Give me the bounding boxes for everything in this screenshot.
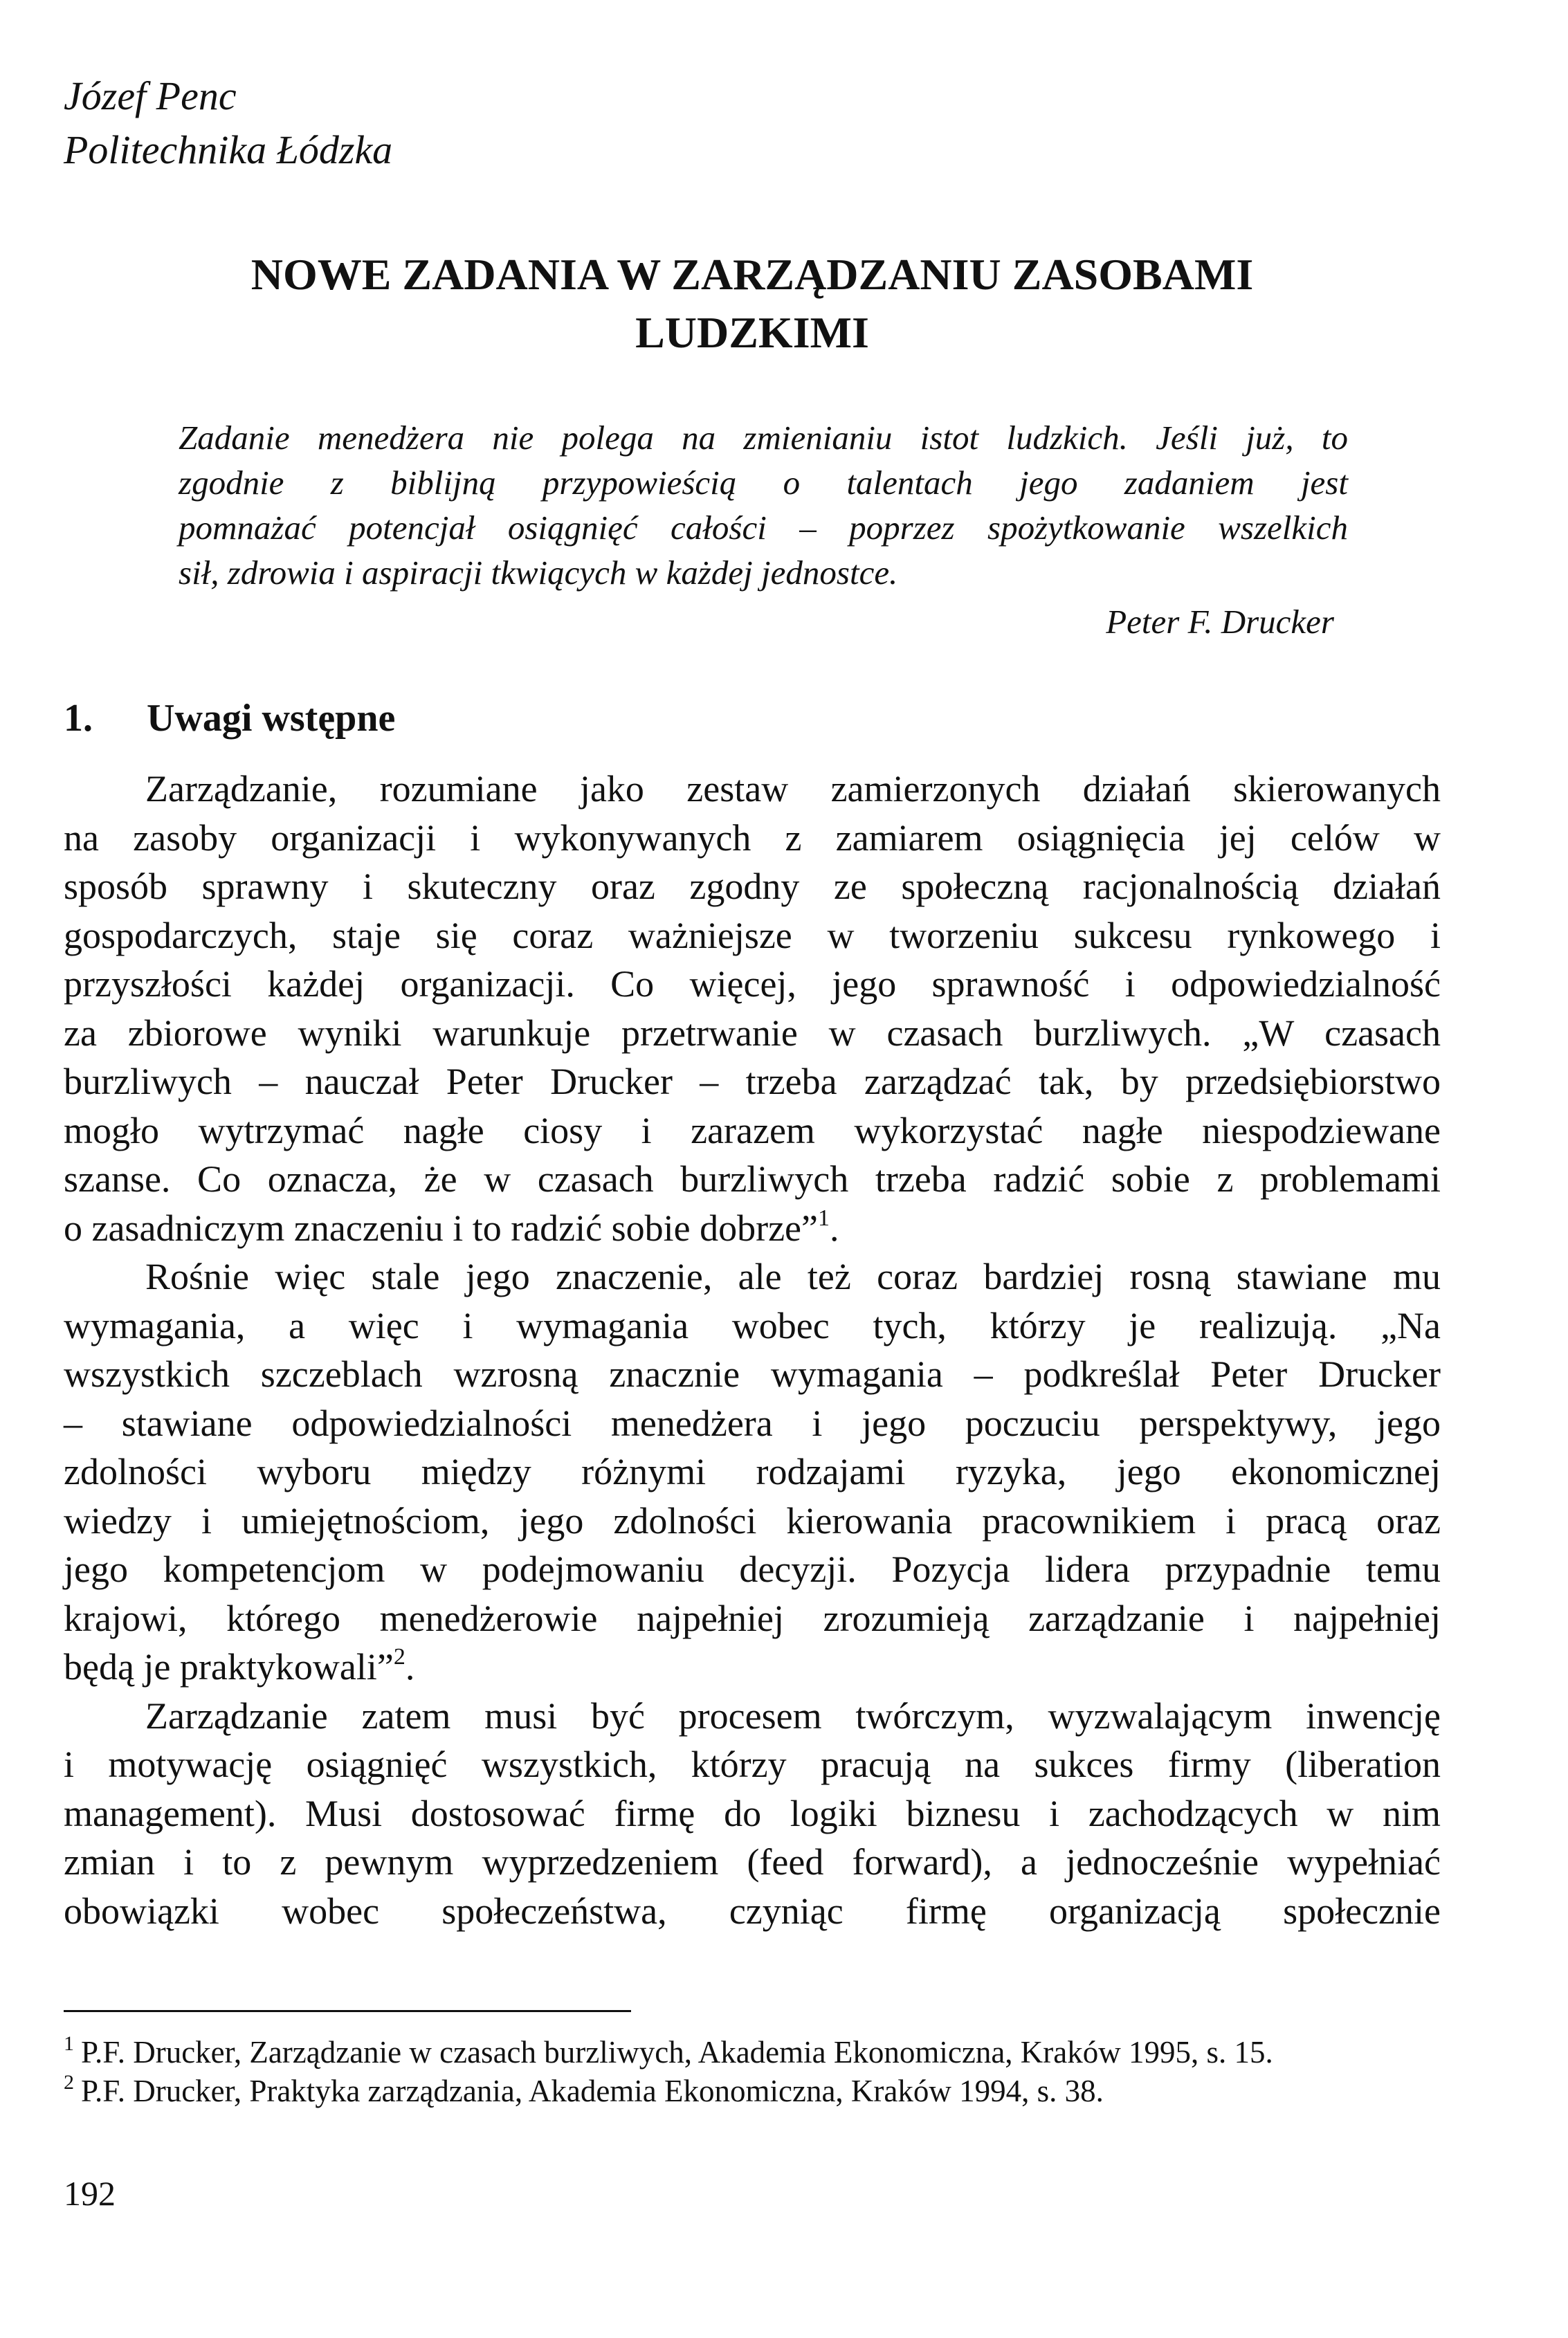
footnote-text: P.F. Drucker, Praktyka zarządzania, Akademia Ekonomiczna, Kraków 1994, s. 38. bbox=[81, 2074, 1104, 2108]
footnote-ref[interactable]: 2 bbox=[393, 1644, 405, 1670]
page-number: 192 bbox=[64, 2174, 116, 2213]
body-line: gospodarczych, staje się coraz ważniejsze w tworzeniu sukcesu rynkowego i bbox=[64, 914, 1441, 956]
footnotes bbox=[64, 2033, 1448, 2110]
body-line: krajowi, którego menedżerowie najpełniej zrozumieją zarządzanie i najpełniej bbox=[64, 1597, 1441, 1639]
footnote-number: 1 bbox=[64, 2032, 74, 2055]
section-heading bbox=[64, 692, 395, 745]
title-line-2: LUDZKIMI bbox=[635, 308, 869, 357]
sentence-end: . bbox=[829, 1207, 839, 1249]
epigraph-line: sił, zdrowia i aspiracji tkwiących w każdej jednostce. bbox=[179, 554, 898, 592]
body-line: wymagania, a więc i wymagania wobec tych, którzy je realizują. „Na bbox=[64, 1304, 1441, 1346]
body-line: management). Musi dostosować firmę do logiki biznesu i zachodzących w nim bbox=[64, 1792, 1441, 1834]
body-line: zdolności wyboru między różnymi rodzajami ryzyka, jego ekonomicznej bbox=[64, 1451, 1441, 1492]
body-line: – stawiane odpowiedzialności menedżera i jego poczuciu perspektywy, jego bbox=[64, 1402, 1441, 1444]
body-line: Zarządzanie zatem musi być procesem twórczym, wyzwalającym inwencję bbox=[145, 1695, 1441, 1737]
body-line: i motywację osiągnięć wszystkich, którzy pracują na sukces firmy (liberation bbox=[64, 1744, 1441, 1785]
body-line: szanse. Co oznacza, że w czasach burzliwych trzeba radzić sobie z problemami bbox=[64, 1158, 1441, 1200]
body-line: Zarządzanie, rozumiane jako zestaw zamierzonych działań skierowanych bbox=[145, 768, 1441, 810]
sentence-end: . bbox=[405, 1646, 415, 1688]
body-line: obowiązki wobec społeczeństwa, czyniąc firmę organizacją społecznie bbox=[64, 1890, 1441, 1932]
body-line: przyszłości każdej organizacji. Co więcej, jego sprawność i odpowiedzialność bbox=[64, 963, 1441, 1005]
title-line-1: NOWE ZADANIA W ZARZĄDZANIU ZASOBAMI bbox=[250, 250, 1254, 299]
footnote bbox=[64, 2033, 1448, 2072]
footnote-separator bbox=[64, 2010, 631, 2012]
body-line: jego kompetencjom w podejmowaniu decyzji. Pozycja lidera przypadnie temu bbox=[64, 1549, 1441, 1590]
body-line-text: będą je praktykowali” bbox=[64, 1646, 394, 1688]
author-name: Józef Penc bbox=[64, 73, 237, 118]
epigraph-line: Zadanie menedżera nie polega na zmienianiu istot ludzkich. Jeśli już, to bbox=[179, 419, 1348, 457]
body-line: wszystkich szczeblach wzrosną znacznie wymagania – podkreślał Peter Drucker bbox=[64, 1353, 1441, 1395]
epigraph-signature: Peter F. Drucker bbox=[1106, 603, 1334, 641]
author-block bbox=[64, 69, 392, 177]
body-text bbox=[64, 765, 1441, 1935]
epigraph-line: zgodnie z biblijną przypowieścią o talentach jego zadaniem jest bbox=[179, 464, 1348, 502]
body-line-last bbox=[64, 1643, 1441, 1692]
body-line: za zbiorowe wyniki warunkuje przetrwanie w czasach burzliwych. „W czasach bbox=[64, 1012, 1441, 1054]
epigraph-line: pomnażać potencjał osiągnięć całości – poprzez spożytkowanie wszelkich bbox=[179, 509, 1348, 547]
body-line: sposób sprawny i skuteczny oraz zgodny ze społeczną racjonalnością działań bbox=[64, 866, 1441, 907]
body-line: burzliwych – nauczał Peter Drucker – trzeba zarządzać tak, by przedsiębiorstwo bbox=[64, 1061, 1441, 1102]
body-line: Rośnie więc stale jego znaczenie, ale też coraz bardziej rosną stawiane mu bbox=[145, 1256, 1441, 1297]
body-line: mogło wytrzymać nagłe ciosy i zarazem wykorzystać nagłe niespodziewane bbox=[64, 1109, 1441, 1151]
footnote-number: 2 bbox=[64, 2071, 74, 2094]
body-line: na zasoby organizacji i wykonywanych z zamiarem osiągnięcia jej celów w bbox=[64, 816, 1441, 859]
body-line: wiedzy i umiejętnościom, jego zdolności kierowania pracownikiem i pracą oraz bbox=[64, 1499, 1441, 1542]
footnote bbox=[64, 2072, 1448, 2110]
section-title: Uwagi wstępne bbox=[147, 697, 396, 740]
article-title bbox=[64, 246, 1441, 362]
footnote-ref[interactable]: 1 bbox=[817, 1205, 830, 1231]
epigraph bbox=[179, 415, 1348, 644]
section-number: 1. bbox=[64, 697, 93, 740]
author-affiliation: Politechnika Łódzka bbox=[64, 127, 393, 172]
body-line-text: o zasadniczym znaczeniu i to radzić sobie dobrze” bbox=[64, 1207, 818, 1249]
body-line: zmian i to z pewnym wyprzedzeniem (feed forward), a jednocześnie wypełniać bbox=[64, 1841, 1441, 1883]
body-line-last bbox=[64, 1204, 1441, 1253]
footnote-text: P.F. Drucker, Zarządzanie w czasach burzliwych, Akademia Ekonomiczna, Kraków 1995, s. 15. bbox=[81, 2035, 1273, 2070]
